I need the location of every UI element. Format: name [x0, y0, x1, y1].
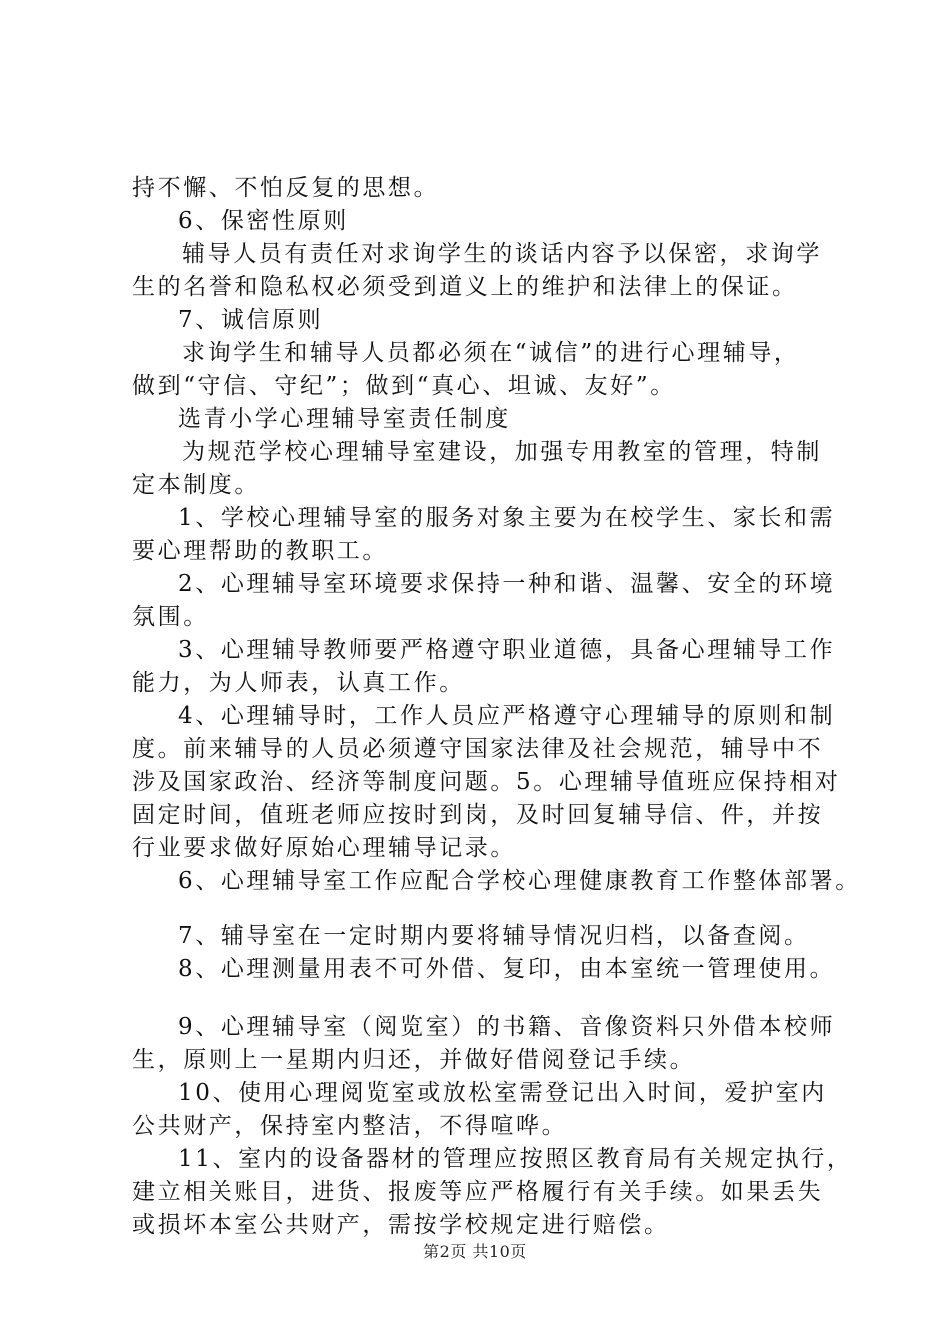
section-heading: 7、诚信原则	[178, 307, 324, 333]
text-line: 公共财产，保持室内整洁，不得喧哗。	[132, 1113, 568, 1139]
document-title: 选青小学心理辅导室责任制度	[178, 406, 511, 432]
text-line: 6、心理辅导室工作应配合学校心理健康教育工作整体部署。	[178, 868, 861, 894]
text-line: 氛围。	[132, 604, 209, 630]
text-line: 为规范学校心理辅导室建设，加强专用教室的管理，特制	[182, 439, 822, 465]
text-line: 求询学生和辅导人员都必须在“诚信”的进行心理辅导，	[182, 340, 800, 366]
text-line: 能力，为人师表，认真工作。	[132, 670, 465, 696]
paragraph-gap	[132, 986, 837, 1011]
text-line: 或损坏本室公共财产，需按学校规定进行赔偿。	[132, 1212, 670, 1238]
text-line: 持不懈、不怕反复的思想。	[132, 175, 440, 201]
text-line: 10、使用心理阅览室或放松室需登记出入时间，爱护室内	[178, 1080, 827, 1106]
text-line: 要心理帮助的教职工。	[132, 538, 388, 564]
text-line: 度。前来辅导的人员必须遵守国家法律及社会规范，辅导中不	[132, 736, 824, 762]
text-line: 4、心理辅导时，工作人员应严格遵守心理辅导的原则和制	[178, 703, 836, 729]
text-line: 定本制度。	[132, 472, 260, 498]
text-line: 建立相关账目，进货、报废等应严格履行有关手续。如果丢失	[132, 1179, 824, 1205]
text-line: 9、心理辅导室（阅览室）的书籍、音像资料只外借本校师	[178, 1014, 836, 1040]
text-line: 1、学校心理辅导室的服务对象主要为在校学生、家长和需	[178, 505, 836, 531]
text-line: 固定时间，值班老师应按时到岗，及时回复辅导信、件，并按	[132, 802, 824, 828]
text-line: 3、心理辅导教师要严格遵守职业道德，具备心理辅导工作	[178, 637, 836, 663]
text-line: 8、心理测量用表不可外借、复印，由本室统一管理使用。	[178, 956, 836, 982]
text-line: 辅导人员有责任对求询学生的谈话内容予以保密，求询学	[182, 241, 822, 267]
paragraph-gap	[132, 898, 837, 920]
document-body	[132, 172, 861, 1242]
text-line: 行业要求做好原始心理辅导记录。	[132, 835, 516, 861]
text-line: 做到“守信、守纪”；做到“真心、坦诚、友好”。	[132, 373, 676, 399]
text-line: 涉及国家政治、经济等制度问题。5。心理辅导值班应保持相对	[132, 769, 841, 795]
text-line: 11、室内的设备器材的管理应按照区教育局有关规定执行，	[178, 1146, 853, 1172]
text-line: 7、辅导室在一定时期内要将辅导情况归档，以备查阅。	[178, 923, 810, 949]
text-line: 2、心理辅导室环境要求保持一种和谐、温馨、安全的环境	[178, 571, 836, 597]
text-line: 生，原则上一星期内归还，并做好借阅登记手续。	[132, 1047, 696, 1073]
page-number: 第2页 共10页	[423, 1242, 527, 1261]
section-heading: 6、保密性原则	[178, 208, 349, 234]
text-line: 生的名誉和隐私权必须受到道义上的维护和法律上的保证。	[132, 274, 798, 300]
